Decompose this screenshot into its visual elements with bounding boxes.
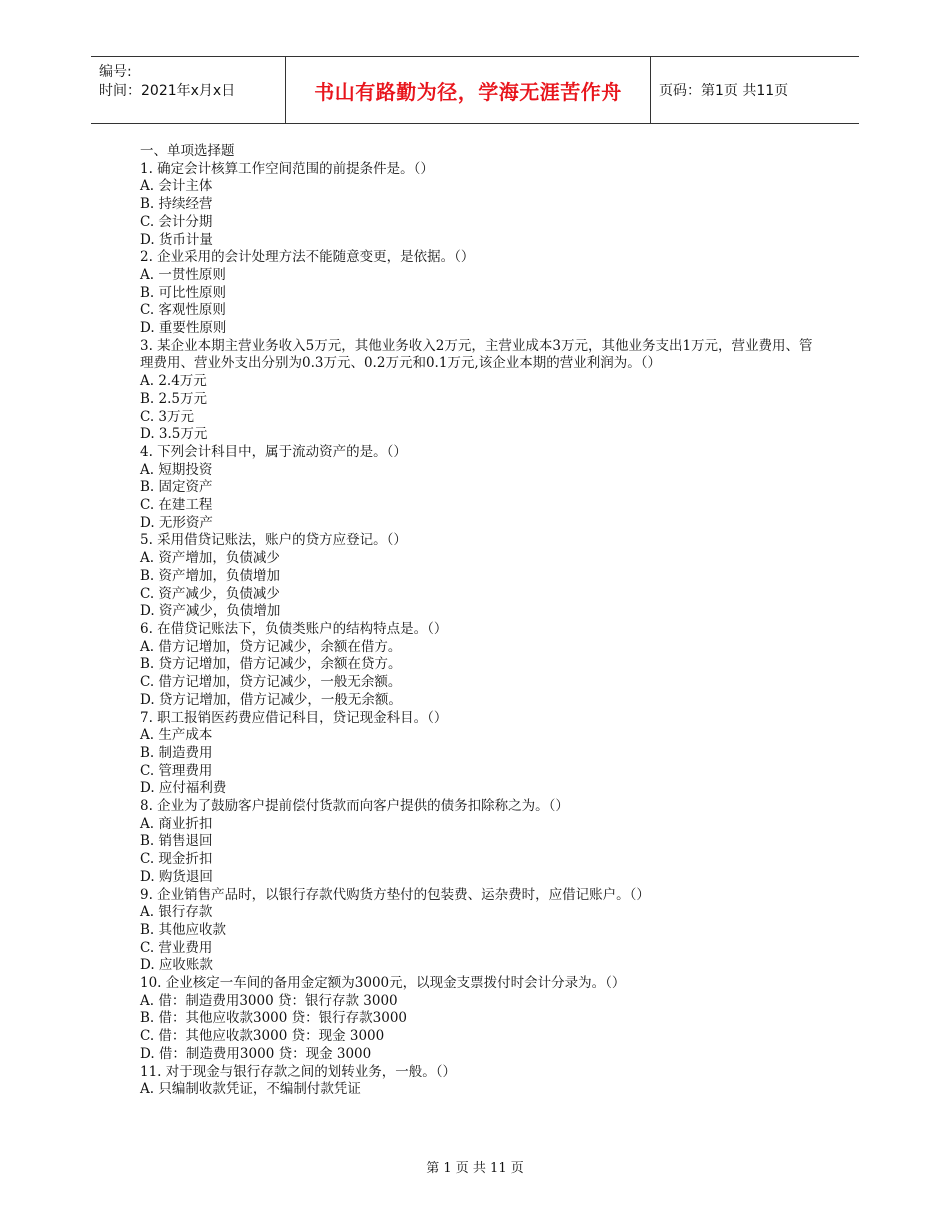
document-header bbox=[91, 56, 859, 124]
option-line: A. 会计主体 bbox=[140, 178, 213, 195]
time-label: 时间：2021年x月x日 bbox=[99, 83, 236, 99]
option-line: C. 会计分期 bbox=[140, 213, 213, 230]
option-line: D. 重要性原则 bbox=[140, 320, 227, 337]
option-line: B. 贷方记增加，借方记减少，余额在贷方。 bbox=[140, 656, 402, 673]
question-line: 6. 在借贷记账法下，负债类账户的结构特点是。（） bbox=[140, 620, 448, 637]
option-line: C. 在建工程 bbox=[140, 497, 213, 514]
option-line: B. 借：其他应收款3000 贷：银行存款3000 bbox=[140, 1010, 408, 1027]
option-line: A. 银行存款 bbox=[140, 904, 213, 921]
option-line: C. 借：其他应收款3000 贷：现金 3000 bbox=[140, 1028, 385, 1045]
question-line: 4. 下列会计科目中，属于流动资产的是。（） bbox=[140, 443, 407, 460]
option-line: C. 管理费用 bbox=[140, 762, 213, 779]
option-line: C. 客观性原则 bbox=[140, 302, 226, 319]
option-line: D. 购货退回 bbox=[140, 868, 213, 885]
option-line: D. 无形资产 bbox=[140, 514, 213, 531]
option-line: D. 应收账款 bbox=[140, 957, 213, 974]
section-title: 一、单项选择题 bbox=[140, 143, 235, 159]
option-line: D. 借：制造费用3000 贷：现金 3000 bbox=[140, 1045, 372, 1062]
question-line: 8. 企业为了鼓励客户提前偿付货款而向客户提供的债务扣除称之为。（） bbox=[140, 798, 569, 815]
header-center-cell bbox=[285, 57, 651, 123]
option-line: B. 制造费用 bbox=[140, 744, 213, 761]
option-line: C. 借方记增加，贷方记减少，一般无余额。 bbox=[140, 674, 402, 691]
option-line: A. 只编制收款凭证，不编制付款凭证 bbox=[140, 1081, 361, 1098]
option-line: A. 一贯性原则 bbox=[140, 266, 226, 283]
option-line: D. 应付福利费 bbox=[140, 780, 227, 797]
question-line: 9. 企业销售产品时，以银行存款代购货方垫付的包装费、运杂费时，应借记账户。（） bbox=[140, 886, 650, 903]
option-line: D. 3.5万元 bbox=[140, 426, 208, 443]
question-list bbox=[140, 143, 820, 1099]
option-line: A. 商业折扣 bbox=[140, 815, 213, 832]
question-line: 2. 企业采用的会计处理方法不能随意变更，是依据。（） bbox=[140, 249, 475, 266]
question-line: 3. 某企业本期主营业务收入5万元，其他业务收入2万元，主营业成本3万元，其他业务支出1万元，营业费用、管理费用、营业外支出分别为0.3万元、0.2万元和0.1万元,该企业本期的营业利润为。（） bbox=[140, 337, 813, 372]
option-line: B. 销售退回 bbox=[140, 833, 213, 850]
question-line: 7. 职工报销医药费应借记科目，贷记现金科目。（） bbox=[140, 709, 448, 726]
question-line: 10. 企业核定一车间的备用金定额为3000元，以现金支票拨付时会计分录为。（） bbox=[140, 975, 626, 992]
option-line: C. 营业费用 bbox=[140, 939, 213, 956]
option-line: A. 借：制造费用3000 贷：银行存款 3000 bbox=[140, 992, 398, 1009]
option-line: B. 2.5万元 bbox=[140, 390, 207, 407]
number-label: 编号: bbox=[99, 64, 132, 80]
option-line: A. 生产成本 bbox=[140, 727, 213, 744]
header-left-cell bbox=[91, 57, 285, 123]
question-line: 1. 确定会计核算工作空间范围的前提条件是。（） bbox=[140, 160, 434, 177]
option-line: D. 资产减少，负债增加 bbox=[140, 603, 281, 620]
question-line: 11. 对于现金与银行存款之间的划转业务，一般。（） bbox=[140, 1063, 457, 1080]
option-line: A. 短期投资 bbox=[140, 461, 213, 478]
option-line: A. 2.4万元 bbox=[140, 373, 207, 390]
option-line: B. 固定资产 bbox=[140, 479, 213, 496]
option-line: C. 3万元 bbox=[140, 408, 195, 425]
option-line: C. 现金折扣 bbox=[140, 851, 213, 868]
option-line: B. 其他应收款 bbox=[140, 921, 227, 938]
page-footer: 第 1 页 共 11 页 bbox=[426, 1161, 524, 1176]
option-line: B. 可比性原则 bbox=[140, 284, 227, 301]
question-line: 5. 采用借贷记账法，账户的贷方应登记。（） bbox=[140, 532, 407, 549]
option-line: B. 持续经营 bbox=[140, 196, 213, 213]
option-line: D. 贷方记增加，借方记减少，一般无余额。 bbox=[140, 691, 402, 708]
motto: 书山有路勤为径，学海无涯苦作舟 bbox=[314, 79, 622, 104]
option-line: A. 借方记增加，贷方记减少，余额在借方。 bbox=[140, 638, 402, 655]
option-line: C. 资产减少，负债减少 bbox=[140, 585, 280, 602]
header-right-cell bbox=[649, 57, 859, 123]
page-label: 页码：第1页 共11页 bbox=[659, 83, 789, 99]
option-line: B. 资产增加，负债增加 bbox=[140, 567, 281, 584]
option-line: A. 资产增加，负债减少 bbox=[140, 550, 280, 567]
option-line: D. 货币计量 bbox=[140, 231, 213, 248]
